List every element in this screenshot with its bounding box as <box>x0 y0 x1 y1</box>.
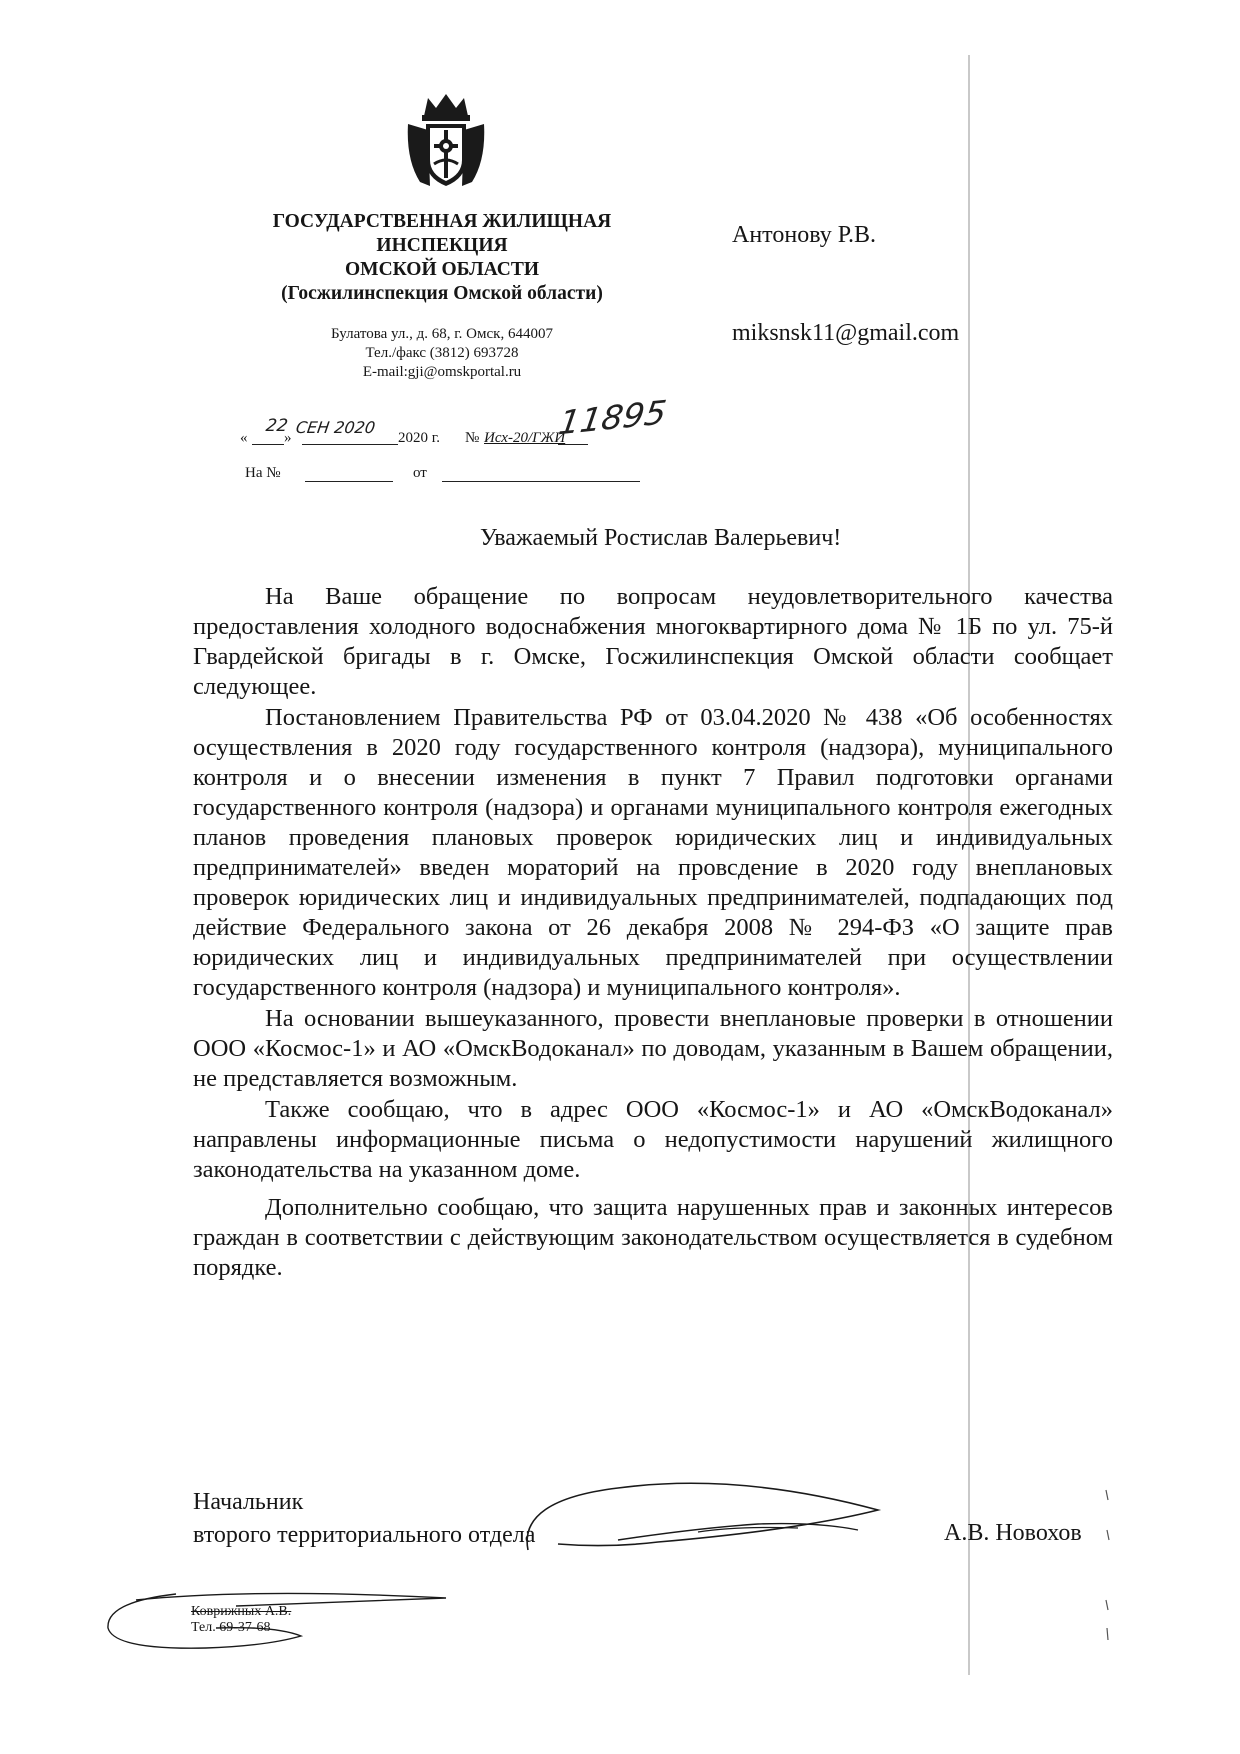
month-underline <box>302 444 398 445</box>
ref-from-label: от <box>413 465 427 481</box>
quote-close: » <box>284 430 292 446</box>
date-stamp: СЕН 2020 <box>294 418 377 437</box>
handwritten-number: 11895 <box>556 392 669 443</box>
executor-name: Коврижных А.В. <box>191 1604 292 1619</box>
day-underline <box>252 444 284 445</box>
phone-line: Тел./факс (3812) 693728 <box>365 345 519 361</box>
signatory-name: А.В. Новохов <box>944 1520 1082 1546</box>
org-line: ОМСКОЙ ОБЛАСТИ <box>345 259 539 280</box>
body-paragraph: Также сообщаю, что в адрес ООО «Космос-1» и АО «ОмскВодоканал» направлены информационные письма о недопустимости нарушений жилищного законодательства на указанном доме. <box>193 1096 1113 1183</box>
org-line: (Госжилинспекция Омской области) <box>281 283 603 304</box>
recipient-email: miksnsk11@gmail.com <box>732 320 960 346</box>
handwritten-day: 22 <box>264 416 290 436</box>
ref-date-blank <box>442 481 640 482</box>
recipient-name: Антонову Р.В. <box>732 222 877 248</box>
org-line: ГОСУДАРСТВЕННАЯ ЖИЛИЩНАЯ <box>272 211 612 232</box>
number-prefix: Исх-20/ГЖИ <box>484 430 566 446</box>
ref-number-blank <box>305 481 393 482</box>
address-line: Булатова ул., д. 68, г. Омск, 644007 <box>331 326 553 342</box>
number-label: № <box>465 430 480 446</box>
organization-name <box>242 210 642 306</box>
organization-address <box>242 325 642 382</box>
omsk-coat-of-arms-icon <box>404 90 488 190</box>
title-line: Начальник <box>193 1489 304 1515</box>
body-paragraph: Дополнительно сообщаю, что защита нарушенных прав и законных интересов граждан в соответствии с действующим законодательством осуществляется в судебном порядке. <box>193 1194 1113 1281</box>
quote-open: « <box>240 430 248 446</box>
email-line: E-mail:gji@omskportal.ru <box>362 364 522 380</box>
scan-artifacts <box>1098 1450 1118 1650</box>
body-paragraph: Постановлением Правительства РФ от 03.04.2020 № 438 «Об особенностях осуществления в 2020 году государственного контроля (надзора), муниципального контроля и о внесении изменения в пункт 7 Правил подготовки органами государственного контроля (надзора) и органами муниципального контроля ежегодных планов проведения плановых проверок юридических лиц и индивидуальных предпринимателей» введен мораторий на провсдение в 2020 году внеплановых проверок юридических лиц и индивидуальных предпринимателей, подпадающих под действие Федерального закона от 26 декабря 2008 № 294-ФЗ «О защите прав юридических лиц и индивидуальных предпринимателей при осуществлении государственного контроля (надзора) и муниципального контроля». <box>193 704 1113 1001</box>
executor-info <box>191 1604 291 1636</box>
executor-phone: Тел. 69-37-68 <box>191 1620 271 1635</box>
greeting: Уважаемый Ростислав Валерьевич! <box>480 525 842 551</box>
reference-line <box>245 465 645 489</box>
body-paragraph: На Ваше обращение по вопросам неудовлетворительного качества предоставления холодного водоснабжения многоквартирного дома № 1Б по ул. 75-й Гвардейской бригады в г. Омске, Госжилинспекция Омской области сообщает следующее. <box>193 583 1113 700</box>
letter-body <box>193 582 1113 1284</box>
org-line: ИНСПЕКЦИЯ <box>376 235 508 256</box>
handwritten-signature <box>498 1470 898 1570</box>
ref-number-label: На № <box>245 465 281 481</box>
title-line: второго территориального отдела <box>193 1522 536 1548</box>
body-paragraph: На основании вышеуказанного, провести внеплановые проверки в отношении ООО «Космос-1» и АО «ОмскВодоканал» по доводам, указанным в Вашем обращении, не представляется возможным. <box>193 1005 1113 1092</box>
registration-line <box>240 392 710 470</box>
number-underline <box>558 444 588 445</box>
year-text: 2020 г. <box>398 430 440 446</box>
signatory-title <box>193 1486 535 1552</box>
